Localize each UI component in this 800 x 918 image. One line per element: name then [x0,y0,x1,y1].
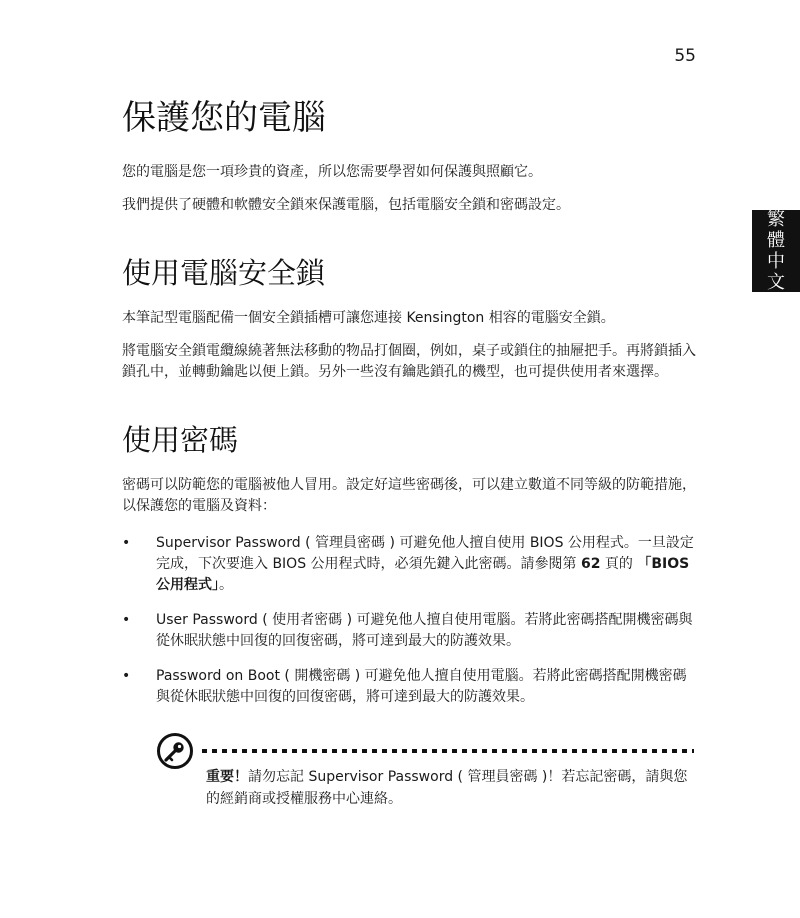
password-intro: 密碼可以防範您的電腦被他人冒用。設定好這些密碼後，可以建立數道不同等級的防範措施，以保護您的電腦及資料： [122,477,696,514]
bullet-dot: • [122,668,131,684]
note-label: 重要！ [206,769,248,785]
language-tab-char: 文 [767,272,785,293]
note-body: 請勿忘記 Supervisor Password ( 管理員密碼 )！若忘記密碼，請與您的經銷商或授權服務中心連絡。 [206,769,688,807]
page-reference: 62 [581,556,601,572]
dotted-divider [202,749,694,753]
bios-utility-reference: 「BIOS 公用程式」 [156,556,690,593]
intro-paragraph: 您的電腦是您一項珍貴的資產，所以您需要學習如何保護與照顧它。 [122,164,542,180]
page-content [122,96,696,812]
key-icon [156,732,194,770]
list-item-text: User Password ( 使用者密碼 ) 可避免他人擅自使用電腦。若將此密碼搭配開機密碼與從休眠狀態中回復的回復密碼，將可達到最大的防護效果。 [156,612,693,649]
list-item [122,533,696,596]
bullet-dot: • [122,612,131,628]
page-number: 55 [674,46,696,66]
password-list [122,533,696,708]
language-tab-char: 中 [767,251,785,272]
list-item-text: 。 [219,577,233,593]
list-item-text: Password on Boot ( 開機密碼 ) 可避免他人擅自使用電腦。若將此密碼搭配開機密碼與從休眠狀態中回復的回復密碼，將可達到最大的防護效果。 [156,668,687,705]
page-title: 保護您的電腦 [122,98,326,138]
section-heading-password: 使用密碼 [122,423,239,457]
lock-paragraph: 本筆記型電腦配備一個安全鎖插槽可讓您連接 Kensington 相容的電腦安全鎖。 [122,310,615,326]
list-item-text: 頁的 [600,556,638,572]
important-note [122,732,696,812]
language-tab-char: 繁 [767,209,785,230]
language-tab [752,210,800,292]
intro-paragraph: 我們提供了硬體和軟體安全鎖來保護電腦，包括電腦安全鎖和密碼設定。 [122,197,570,213]
lock-paragraph: 將電腦安全鎖電纜線繞著無法移動的物品打個圈，例如，桌子或鎖住的抽屜把手。再將鎖插入鎖孔中，並轉動鑰匙以便上鎖。另外一些沒有鑰匙鎖孔的機型，也可提供使用者來選擇。 [122,343,696,380]
language-tab-char: 體 [767,230,785,251]
list-item [122,610,696,652]
note-text [206,766,694,810]
list-item-text: Supervisor Password ( 管理員密碼 ) 可避免他人擅自使用 BIOS 公用程式。一旦設定完成，下次要進入 BIOS 公用程式時，必須先鍵入此密碼。請參閱第 [156,535,694,572]
bullet-dot: • [122,535,131,551]
section-heading-lock: 使用電腦安全鎖 [122,256,326,290]
list-item [122,666,696,708]
